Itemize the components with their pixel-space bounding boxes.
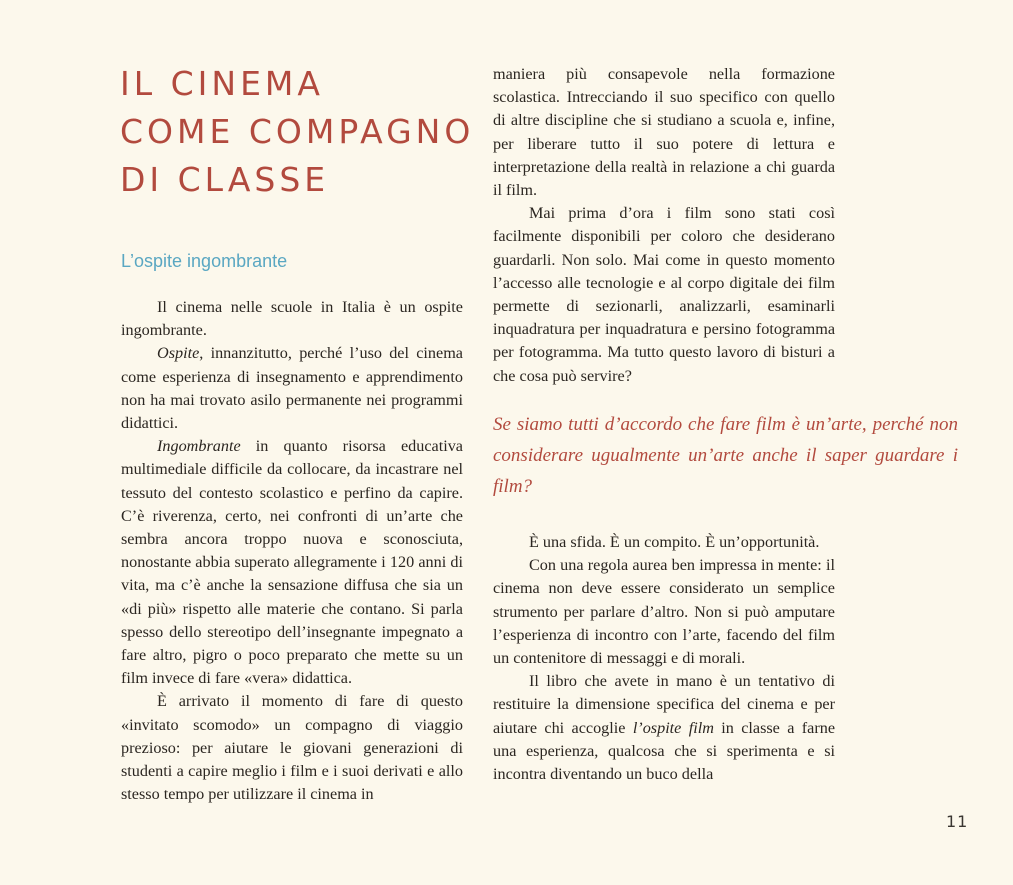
chapter-title <box>120 60 480 204</box>
left-column <box>121 296 463 806</box>
paragraph: Con una regola aurea ben impressa in mente: il cinema non deve essere considerato un semplice strumento per parlare d’altro. Non si può amputare l’esperienza di incontro con l’arte, facendo del film un contenitore di messaggi e di morali. <box>493 556 835 668</box>
paragraph: È una sfida. È un compito. È un’opportunità. <box>529 533 820 551</box>
emphasis: Ingombrante <box>157 437 241 456</box>
paragraph-text: Il libro che avete in mano è un tentativo di restituire la dimensione specifica del cinema e per aiutare chi accoglie <box>493 672 835 737</box>
paragraph <box>121 342 463 435</box>
paragraph-text: , innanzitutto, perché l’uso del cinema come esperienza di insegnamento e apprendimento non ha mai trovato asilo permanente nei programmi didattici. <box>121 344 463 433</box>
emphasis: l’ospite film <box>632 718 714 737</box>
right-column-top <box>493 63 835 388</box>
paragraph-text: È arrivato il momento di fare di questo «invitato scomodo» un compagno di viaggio prezioso: per aiutare le giovani generazioni di studenti a capire meglio i film e i suoi derivati e allo stesso tempo per utilizzare il cinema in <box>121 692 463 804</box>
paragraph-text: in classe a farne una esperienza, qualcosa che si sperimenta e si incontra diventando un buco della <box>493 718 835 784</box>
paragraph-text: Il cinema nelle scuole in Italia è un ospite ingombrante. <box>121 298 463 340</box>
section-heading: L’ospite ingombrante <box>121 251 288 271</box>
paragraph <box>121 296 463 342</box>
chapter-title-line: IL CINEMA <box>120 64 324 103</box>
chapter-title-line: COME COMPAGNO <box>120 112 475 151</box>
paragraph: maniera più consapevole nella formazione scolastica. Intrecciando il suo specifico con quello di altre discipline che si studiano a scuola e, infine, per liberare tutto il suo potere di lettura e interpretazione della realtà in relazione a chi guarda il film. <box>493 65 835 200</box>
paragraph <box>493 670 835 786</box>
paragraph <box>121 435 463 690</box>
right-column-bottom <box>493 531 835 786</box>
page-number: 11 <box>946 812 969 831</box>
paragraph: Mai prima d’ora i film sono stati così facilmente disponibili per coloro che desiderano guardarli. Non solo. Mai come in questo momento l’accesso alle tecnologie e al corpo digitale dei film permette di sezionarli, analizzarli, esaminarli inquadratura per inquadratura e persino fotogramma per fotogramma. Ma tutto questo lavoro di bisturi a che cosa può servire? <box>493 204 835 385</box>
pull-quote: Se siamo tutti d’accordo che fare film è un’arte, perché non considerare ugualmente un’arte anche il saper guardare i film? <box>493 414 958 497</box>
emphasis: Ospite <box>157 344 200 363</box>
chapter-title-line: DI CLASSE <box>120 160 330 199</box>
paragraph <box>121 690 463 806</box>
paragraph-text: in quanto risorsa educativa multimediale difficile da collocare, da incastrare nel tessuto del contesto scolastico e perfino da capire. C’è riverenza, certo, nei confronti di un’arte che sembra ancora troppo nuova e sconosciuta, nonostante abbia superato allegramente i 120 anni di vita, ma c’è anche la sensazione diffusa che sia un «di più» rispetto alle materie che contano. Si parla spesso dello stereotipo dell’insegnante impegnato a fare altro, pigro o poco preparato che mette su un film invece di fare «vera» didattica. <box>121 437 463 688</box>
